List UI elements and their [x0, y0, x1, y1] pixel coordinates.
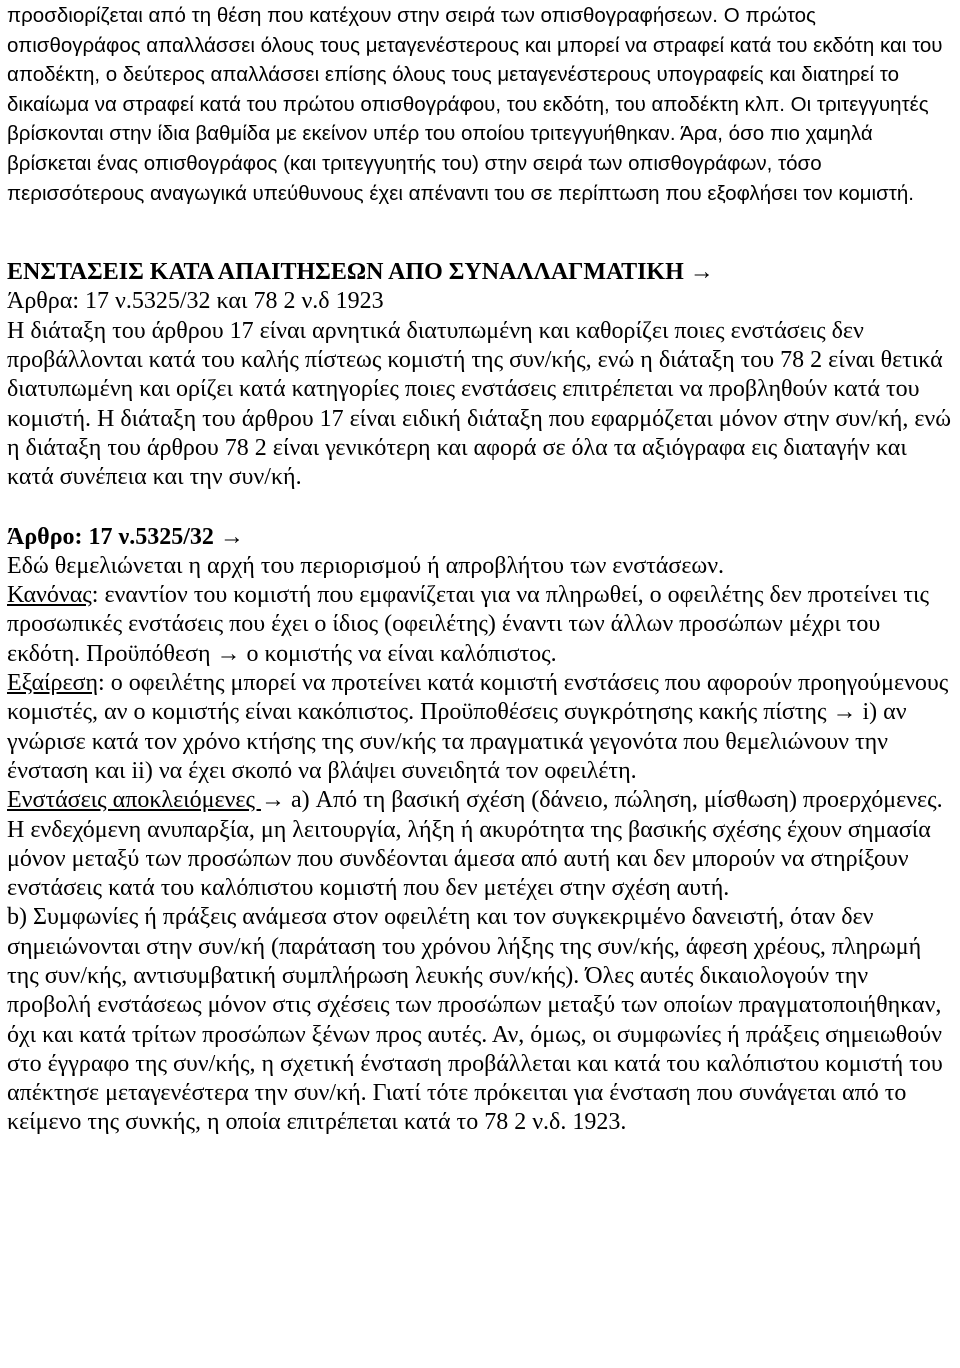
rule-paragraph	[7, 581, 953, 669]
rule-label: Κανόνας	[7, 582, 92, 609]
principle-line: Εδώ θεμελιώνεται η αρχή του περιορισμού ή απροβλήτου των ενστάσεων.	[7, 552, 725, 579]
rule-text: : εναντίον του κομιστή που εμφανίζεται για να πληρωθεί, ο οφειλέτης δεν προτείνει τις προσωπικές ενστάσεις που έχει ο ίδιος (οφειλέτης) έναντι των άλλων προσώπων μέχρι του εκδότη. Προϋπόθεση → ο κομιστής να είναι καλόπιστος.	[7, 582, 929, 667]
section-heading-article-17: Άρθρο: 17 ν.5325/32 →	[7, 523, 244, 550]
excluded-objections-label: Ενστάσεις αποκλειόμενες	[7, 787, 261, 814]
excluded-objections-paragraph	[7, 786, 953, 903]
item-b-paragraph: b) Συμφωνίες ή πράξεις ανάμεσα στον οφειλέτη και τον συγκεκριμένο δανειστή, όταν δεν σημειώνονται στην συν/κή (παράταση του χρόνου λήξης της συν/κής, άφεση χρέους, πληρωμή της συν/κής, αντισυμβατική συμπλήρωση λευκής συν/κής). Όλες αυτές δικαιολογούν την προβολή ενστάσεως μόνον στις σχέσεις των προσώπων μεταξύ των οποίων πραγματοποιήθηκαν, όχι και κατά τρίτων προσώπων ξένων προς αυτές. Αν, όμως, οι συμφωνίες ή πράξεις σημειωθούν στο έγγραφο της συν/κής, η σχετική ένσταση προβάλλεται και κατά του καλόπιστου κομιστή του απέκτησε μεταγενέστερα την συν/κή. Γιατί τότε πρόκειται για ένσταση που συνάγεται από το κείμενο της συνκής, η οποία επιτρέπεται κατά το 78 2 ν.δ. 1923.	[7, 904, 943, 1136]
exception-paragraph	[7, 669, 953, 786]
articles-line: Άρθρα: 17 ν.5325/32 και 78 2 ν.δ 1923	[7, 288, 384, 315]
spacer	[7, 493, 953, 523]
intro-paragraph: προσδιορίζεται από τη θέση που κατέχουν στην σειρά των οπισθογραφήσεων. Ο πρώτος οπισθογράφος απαλλάσσει όλους τους μεταγενέστερους και μπορεί να στραφεί κατά του εκδότη και του αποδέκτη, ο δεύτερος απαλλάσσει επίσης όλους τους μεταγενέστερους υπογραφείς και διατηρεί το δικαίωμα να στραφεί κατά του πρώτου οπισθογράφου, του εκδότη, του αποδέκτη κλπ. Οι τριτεγγυητές βρίσκονται στην ίδια βαθμίδα με εκείνον υπέρ του οποίου τριτεγγυήθηκαν. Άρα, όσο πιο χαμηλά βρίσκεται ένας οπισθογράφος (και τριτεγγυητής του) στην σειρά των οπισθογράφων, τόσο περισσότερους αναγωγικά υπεύθυνους έχει απέναντι του σε περίπτωση που εξοφλήσει τον κομιστή.	[7, 4, 943, 205]
spacer	[7, 208, 953, 258]
excluded-objections-text: → a) Από τη βασική σχέση (δάνειο, πώληση, μίσθωση) προερχόμενες. Η ενδεχόμενη ανυπαρξία, μη λειτουργία, λήξη ή ακυρότητα της βασικής σχέσης έχουν σημασία μόνον μεταξύ των προσώπων που συνδέονται άμεσα από αυτή και δεν μπορούν να στηρίξουν ενστάσεις κατά του καλόπιστου κομιστή που δεν μετέχει στην σχέση αυτή.	[7, 787, 943, 902]
exception-label: Εξαίρεση	[7, 670, 99, 697]
section-heading-objections: ΕΝΣΤΑΣΕΙΣ ΚΑΤΑ ΑΠΑΙΤΗΣΕΩΝ ΑΠΟ ΣΥΝΑΛΛΑΓΜΑΤΙΚΗ →	[7, 259, 714, 286]
exception-text: : ο οφειλέτης μπορεί να προτείνει κατά κομιστή ενστάσεις που αφορούν προηγούμενους κομιστές, αν ο κομιστής είναι κακόπιστος. Προϋποθέσεις συγκρότησης κακής πίστης → i) αν γνώρισε κατά τον χρόνο κτήσης της συν/κής τα πραγματικά γεγονότα που θεμελιώνουν την ένσταση και ii) να έχει σκοπό να βλάψει συνειδητά τον οφειλέτη.	[7, 670, 949, 784]
section-body-paragraph: Η διάταξη του άρθρου 17 είναι αρνητικά διατυπωμένη και καθορίζει ποιες ενστάσεις δεν προβάλλονται κατά του καλής πίστεως κομιστή της συν/κής, ενώ η διάταξη του 78 2 είναι θετικά διατυπωμένη και ορίζει κατά κατηγορίες ποιες ενστάσεις επιτρέπεται να προβληθούν κατά του κομιστή. Η διάταξη του άρθρου 17 είναι ειδική διάταξη που εφαρμόζεται μόνον στην συν/κή, ενώ η διάταξη του άρθρου 78 2 είναι γενικότερη και αφορά σε όλα τα αξιόγραφα εις διαταγήν και κατά συνέπεια και την συν/κή.	[7, 317, 952, 491]
